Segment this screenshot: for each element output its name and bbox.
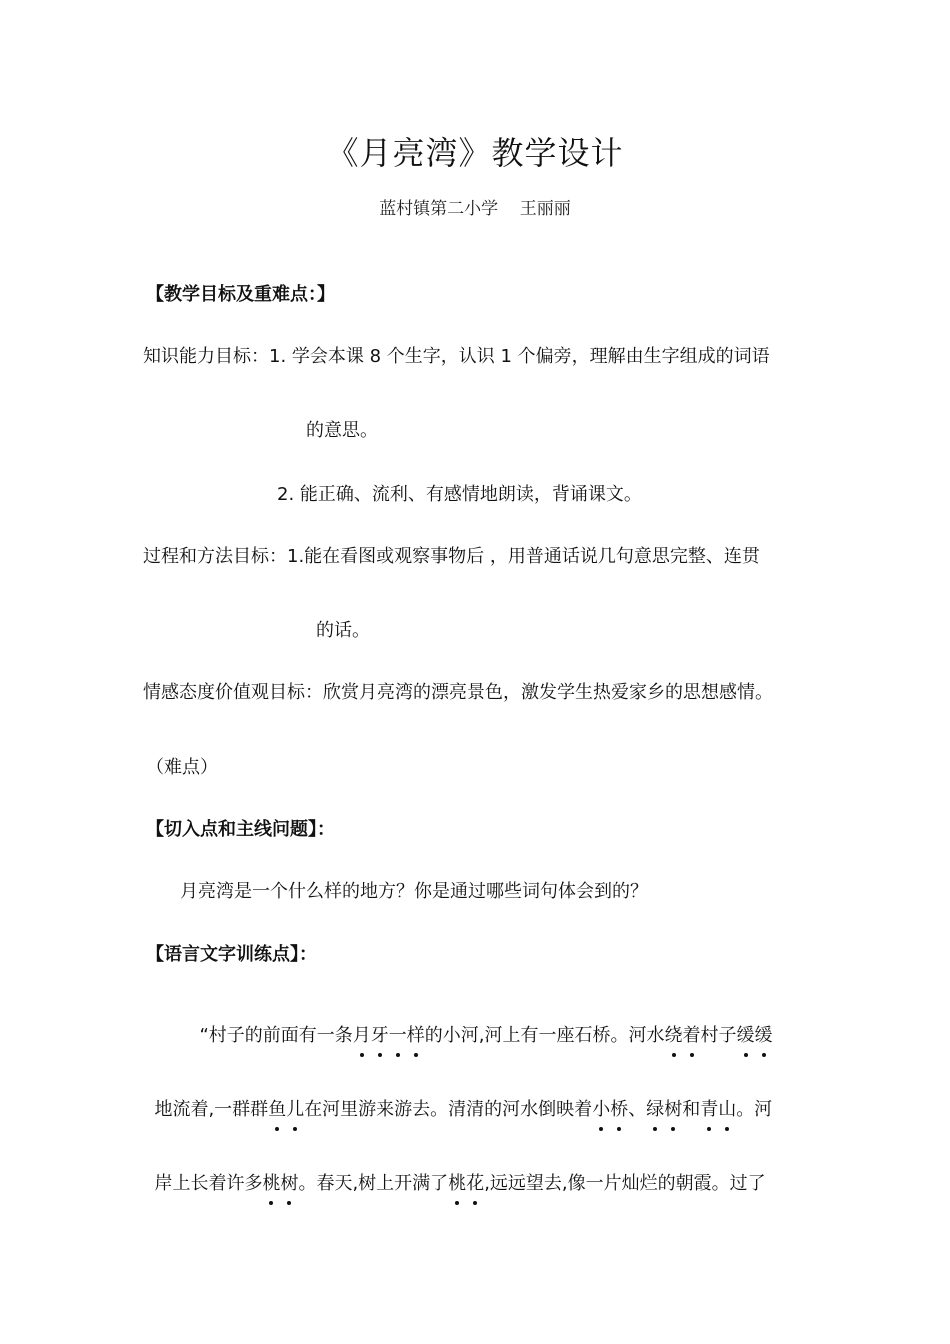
excerpt-text: 岸上长着许多 <box>154 1173 263 1194</box>
emphasized-phrase <box>268 1099 304 1120</box>
emphasis-dot-char: 样 <box>407 1021 425 1047</box>
excerpt-text: ,远远望去,像一片灿烂的朝霞。过了 <box>484 1173 766 1194</box>
document-title: 《月亮湾》教学设计 <box>326 134 624 172</box>
excerpt-text: 和 <box>682 1099 701 1120</box>
emphasis-dot-char: 山 <box>718 1095 736 1121</box>
emphasis-dot-char: 桃 <box>448 1169 466 1195</box>
process-objective: 过程和方法目标：1.能在看图或观察事物后 ，用普通话说几句意思完整、连贯 <box>143 546 760 567</box>
knowledge-objective-continued: 的意思。 <box>306 420 378 441</box>
objectives-heading: 【教学目标及重难点：】 <box>146 284 335 305</box>
excerpt-text: 地流着,一群群 <box>154 1099 269 1120</box>
emphasis-dot-char: 花 <box>466 1169 484 1195</box>
emphasized-phrase <box>262 1173 298 1194</box>
excerpt-text: 在河里游来游去。清清的河水倒映着 <box>304 1099 593 1120</box>
emphasis-dot-char: 树 <box>664 1095 682 1121</box>
process-objective-continued: 的话。 <box>316 620 370 641</box>
emphasized-phrase <box>592 1099 628 1120</box>
emphasized-phrase <box>737 1025 773 1046</box>
emphasis-dot-char: 桃 <box>262 1169 280 1195</box>
emphasis-dot-char: 树 <box>280 1169 298 1195</box>
excerpt-text: 。春天,树上开满了 <box>298 1173 449 1194</box>
emphasis-dot-char: 小 <box>592 1095 610 1121</box>
emphasized-phrase <box>646 1099 682 1120</box>
emphasized-phrase <box>448 1173 484 1194</box>
emphasis-dot-char: 儿 <box>286 1095 304 1121</box>
excerpt-text: 的小河,河上有一座石桥。河水 <box>424 1025 665 1046</box>
text-excerpt-line-3 <box>143 1148 766 1195</box>
knowledge-objective-item-2: 2. 能正确、流利、有感情地朗读，背诵课文。 <box>277 484 642 505</box>
training-heading: 【语言文字训练点】： <box>146 944 317 965</box>
emphasis-dot-char: 绕 <box>665 1021 683 1047</box>
emphasized-phrase <box>665 1025 701 1046</box>
text-excerpt-line-1 <box>188 1000 773 1047</box>
author-byline: 蓝村镇第二小学 王丽丽 <box>379 199 571 219</box>
excerpt-text: “村子的前面有一条 <box>199 1025 353 1046</box>
emphasis-dot-char: 牙 <box>371 1021 389 1047</box>
emphasis-dot-char: 月 <box>353 1021 371 1047</box>
excerpt-text: 、 <box>628 1099 647 1120</box>
emphasis-dot-char: 缓 <box>737 1021 755 1047</box>
emphasized-phrase <box>700 1099 736 1120</box>
text-excerpt-line-2 <box>143 1074 772 1121</box>
emphasis-dot-char: 缓 <box>755 1021 773 1047</box>
excerpt-text: 村子 <box>700 1025 737 1046</box>
entry-heading: 【切入点和主线问题】： <box>146 819 335 840</box>
emphasis-dot-char: 青 <box>700 1095 718 1121</box>
emotion-objective: 情感态度价值观目标：欣赏月亮湾的漂亮景色，激发学生热爱家乡的思想感情。 <box>143 682 773 703</box>
excerpt-text: 。河 <box>736 1099 773 1120</box>
emphasis-dot-char: 绿 <box>646 1095 664 1121</box>
emphasis-dot-char: 桥 <box>610 1095 628 1121</box>
difficulty-note: （难点） <box>146 757 218 778</box>
emphasis-dot-char: 着 <box>683 1021 701 1047</box>
emphasized-phrase <box>353 1025 425 1046</box>
emphasis-dot-char: 鱼 <box>268 1095 286 1121</box>
emphasis-dot-char: 一 <box>389 1021 407 1047</box>
knowledge-objective: 知识能力目标：1. 学会本课 8 个生字，认识 1 个偏旁，理解由生字组成的词语 <box>143 346 770 367</box>
main-question: 月亮湾是一个什么样的地方？你是通过哪些词句体会到的？ <box>180 881 648 902</box>
